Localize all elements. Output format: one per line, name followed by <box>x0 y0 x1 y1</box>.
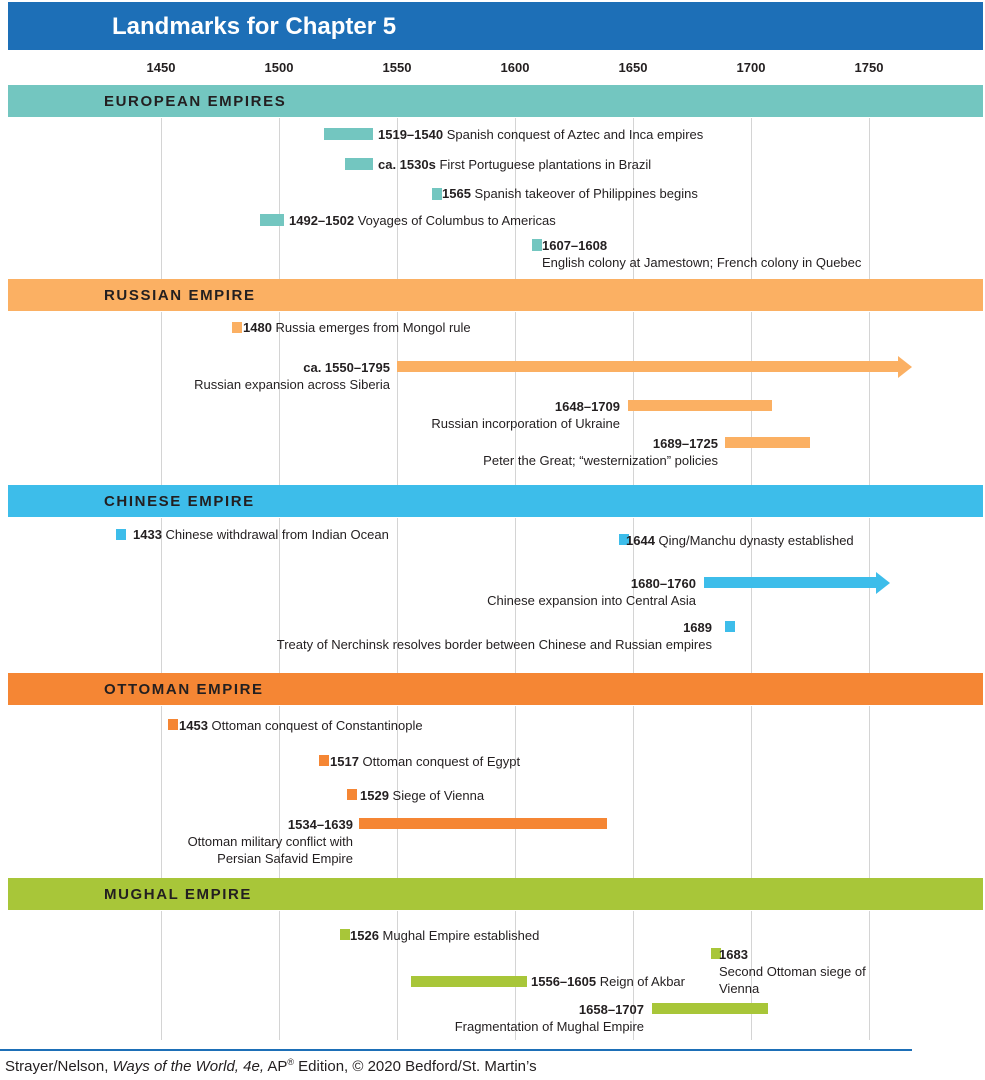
citation-ap: AP <box>264 1058 288 1075</box>
event-description: Russian incorporation of Ukraine <box>431 416 620 431</box>
footer-citation <box>5 1057 537 1075</box>
axis-year-label: 1700 <box>736 60 766 75</box>
event-arrow-bar <box>704 577 876 588</box>
event-label <box>531 973 685 990</box>
event-bar <box>532 239 542 251</box>
event-label <box>179 717 423 734</box>
event-label <box>455 1001 644 1035</box>
event-label <box>542 237 861 271</box>
event-bar <box>652 1003 768 1014</box>
event-label <box>163 816 353 867</box>
event-date: 1480 <box>243 320 272 335</box>
gridline <box>869 518 870 673</box>
event-description: First Portuguese plantations in Brazil <box>439 157 652 172</box>
event-date: 1689–1725 <box>652 436 718 451</box>
event-description: Qing/Manchu dynasty established <box>658 533 854 548</box>
event-description: Ottoman conquest of Egypt <box>362 754 521 769</box>
gridline <box>869 706 870 878</box>
event-marker <box>168 719 178 730</box>
axis-year-label: 1600 <box>500 60 530 75</box>
citation-authors: Strayer/Nelson, <box>5 1058 113 1075</box>
gridline <box>751 706 752 878</box>
axis-year-label: 1650 <box>618 60 648 75</box>
event-bar <box>725 437 810 448</box>
event-date: 1519–1540 <box>378 127 444 142</box>
event-description: Russian expansion across Siberia <box>194 377 390 392</box>
section-band <box>8 673 983 705</box>
event-label <box>133 526 389 543</box>
event-label <box>431 398 620 432</box>
event-description: Chinese withdrawal from Indian Ocean <box>165 527 389 542</box>
registered-mark: ® <box>287 1057 294 1067</box>
event-label <box>277 619 712 653</box>
event-date: 1517 <box>330 754 359 769</box>
event-label <box>626 532 854 549</box>
event-date: 1433 <box>133 527 162 542</box>
event-label <box>483 435 718 469</box>
section-title: EUROPEAN EMPIRES <box>104 93 287 110</box>
event-description: English colony at Jamestown; French colony in Quebec <box>542 255 862 270</box>
citation-book-title: Ways of the World, 4e, <box>112 1058 264 1075</box>
event-arrow-bar <box>397 361 898 372</box>
gridline <box>397 312 398 485</box>
event-label <box>442 185 698 202</box>
event-marker <box>116 529 126 540</box>
event-marker <box>432 188 442 200</box>
event-label <box>194 359 390 393</box>
gridline <box>161 706 162 878</box>
section-title: RUSSIAN EMPIRE <box>104 287 256 304</box>
event-date: 1526 <box>350 928 379 943</box>
arrow-head-icon <box>898 356 912 378</box>
event-description: Chinese expansion into Central Asia <box>487 593 696 608</box>
event-bar <box>628 400 772 411</box>
event-date: 1556–1605 <box>531 974 597 989</box>
event-label <box>487 575 696 609</box>
section-title: MUGHAL EMPIRE <box>104 886 253 903</box>
axis-year-label: 1750 <box>854 60 884 75</box>
gridline <box>161 911 162 1040</box>
section-title: OTTOMAN EMPIRE <box>104 681 264 698</box>
event-description: Voyages of Columbus to Americas <box>357 213 556 228</box>
event-date: 1689 <box>683 620 712 635</box>
page-title: Landmarks for Chapter 5 <box>112 13 397 40</box>
event-date: 1658–1707 <box>578 1002 644 1017</box>
event-label <box>350 927 539 944</box>
event-label <box>378 156 651 173</box>
event-description: Treaty of Nerchinsk resolves border between Chinese and Russian empires <box>276 637 712 652</box>
event-date: 1529 <box>360 788 389 803</box>
section-title: CHINESE EMPIRE <box>104 493 255 510</box>
section-band <box>8 485 983 517</box>
section-band <box>8 85 983 117</box>
event-bar <box>411 976 527 987</box>
event-date: 1680–1760 <box>630 576 696 591</box>
gridline <box>279 312 280 485</box>
event-marker <box>725 621 735 632</box>
event-date: ca. 1550–1795 <box>303 360 390 375</box>
event-date: 1607–1608 <box>542 238 608 253</box>
event-date: 1453 <box>179 718 208 733</box>
event-label <box>243 319 471 336</box>
event-description: Ottoman conquest of Constantinople <box>211 718 423 733</box>
event-marker <box>340 929 350 940</box>
event-date: 1644 <box>626 533 655 548</box>
event-description: Mughal Empire established <box>382 928 540 943</box>
gridline <box>515 706 516 878</box>
gridline <box>751 312 752 485</box>
event-description: Ottoman military conflict with Persian Safavid Empire <box>187 834 353 866</box>
event-bar <box>260 214 284 226</box>
axis-year-label: 1450 <box>146 60 176 75</box>
section-band <box>8 279 983 311</box>
arrow-head-icon <box>876 572 890 594</box>
event-label <box>719 946 869 997</box>
axis-year-label: 1500 <box>264 60 294 75</box>
event-label <box>378 126 703 143</box>
gridline <box>279 118 280 280</box>
event-marker <box>347 789 357 800</box>
event-description: Peter the Great; “westernization” policies <box>483 453 718 468</box>
event-date: 1492–1502 <box>289 213 355 228</box>
gridline <box>161 312 162 485</box>
gridline <box>869 118 870 280</box>
event-bar <box>345 158 373 170</box>
event-label <box>330 753 520 770</box>
event-date: 1683 <box>719 947 748 962</box>
gridline <box>279 911 280 1040</box>
footer-rule <box>0 1049 912 1051</box>
event-marker <box>319 755 329 766</box>
event-description: Spanish takeover of Philippines begins <box>474 186 698 201</box>
axis-year-label: 1550 <box>382 60 412 75</box>
event-description: Spanish conquest of Aztec and Inca empires <box>446 127 704 142</box>
event-label <box>289 212 556 229</box>
event-date: 1648–1709 <box>554 399 620 414</box>
gridline <box>869 911 870 1040</box>
event-description: Second Ottoman siege of Vienna <box>719 964 866 996</box>
event-marker <box>232 322 242 333</box>
event-date: 1565 <box>442 186 471 201</box>
gridline <box>633 706 634 878</box>
event-label <box>360 787 484 804</box>
event-description: Russia emerges from Mongol rule <box>275 320 471 335</box>
event-description: Fragmentation of Mughal Empire <box>454 1019 644 1034</box>
event-bar <box>359 818 607 829</box>
gridline <box>869 312 870 485</box>
event-description: Reign of Akbar <box>599 974 685 989</box>
gridline <box>161 118 162 280</box>
event-description: Siege of Vienna <box>392 788 485 803</box>
event-date: 1534–1639 <box>287 817 353 832</box>
section-band <box>8 878 983 910</box>
event-bar <box>324 128 374 140</box>
citation-rest: Edition, © 2020 Bedford/St. Martin’s <box>294 1058 537 1075</box>
event-date: ca. 1530s <box>378 157 436 172</box>
header-bar <box>8 2 983 50</box>
